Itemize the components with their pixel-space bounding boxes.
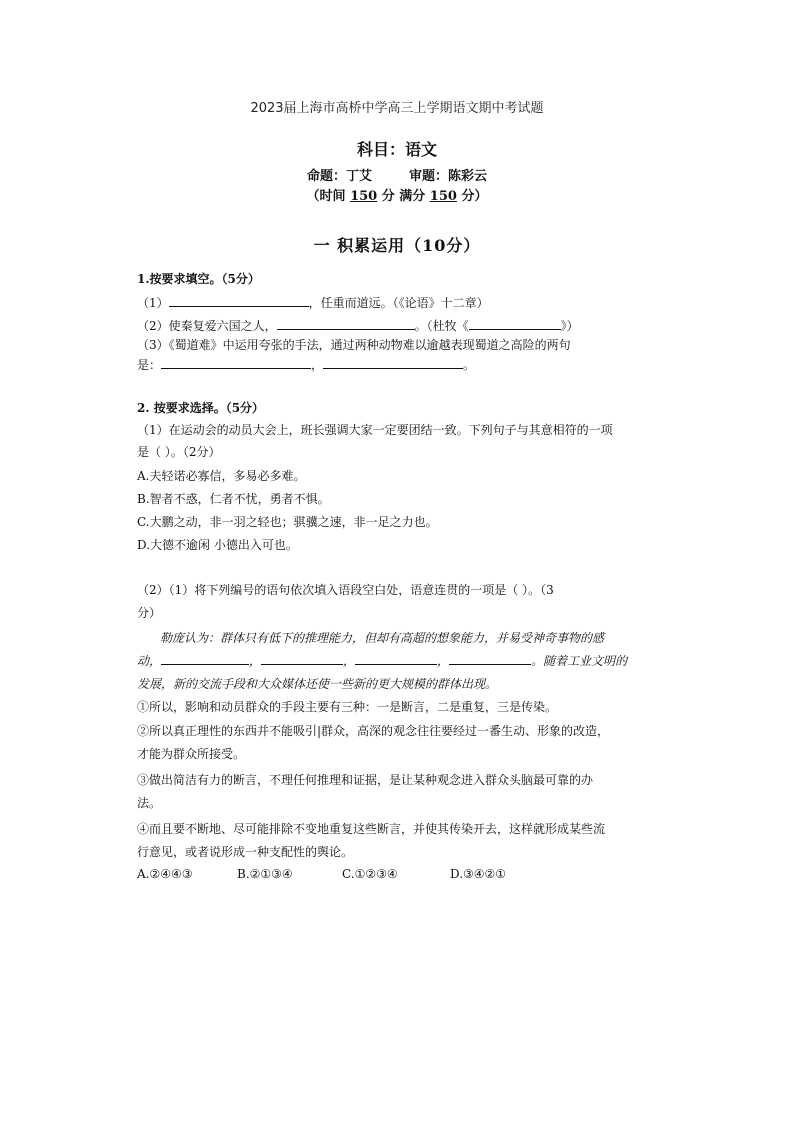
q2-option-d[interactable]: D.大德不逾闲 小德出入可也。 [137, 538, 298, 552]
q3-sentence-2-cont: 才能为群众所接受。 [137, 747, 246, 761]
q1-item3-line1: （3）《蜀道难》中运用夸张的手法，通过两种动物难以逾越表现蜀道之高险的两句 [137, 338, 571, 352]
q1-item2-blank[interactable] [277, 317, 415, 330]
q1-item2-title-blank[interactable] [469, 317, 561, 330]
q2-option-b[interactable]: B.智者不惑，仁者不忧，勇者不惧。 [137, 492, 330, 506]
reviewer-label: 审题：陈彩云 [409, 169, 488, 184]
author-line [0, 165, 794, 184]
q1-item1-prefix: （1） [137, 296, 169, 310]
q1-item3-blank2[interactable] [323, 356, 463, 369]
q3-passage-sep3: ， [437, 654, 450, 668]
q2-title: 2. 按要求选择。（5分） [137, 401, 265, 415]
q1-item2-prefix: （2）使秦复爱六国之人， [137, 319, 277, 333]
q1-item3-prefix: 是： [137, 358, 162, 372]
q3-line2: 分） [137, 606, 162, 620]
q2-option-c[interactable]: C.大鹏之动，非一羽之轻也；骐骥之速，非一足之力也。 [137, 515, 438, 529]
q3-passage-sep1: ， [249, 654, 262, 668]
q1-item3-mid: ， [311, 358, 324, 372]
q1-item3-suffix: 。 [463, 358, 476, 372]
q1-item1-suffix: ，任重而道远。（《论语》十二章） [308, 296, 489, 310]
q3-passage-line1: 勒庞认为：群体只有低下的推理能力，但却有高超的想象能力，并易受神奇事物的感 [160, 631, 605, 645]
q3-line1: （2）（1）将下列编号的语句依次填入语段空白处，语意连贯的一项是（ ）。（3 [137, 583, 554, 597]
q3-choice-a[interactable]: A.②④④③ [137, 867, 193, 881]
q3-passage-blank2[interactable] [261, 652, 343, 665]
q3-sentence-4-cont: 行意见，或者说形成一种支配性的舆论。 [137, 845, 354, 859]
q2-part1-line1: （1）在运动会的动员大会上，班长强调大家一定要团结一致。下列句子与其意相符的一项 [137, 423, 613, 437]
q3-passage-blank3[interactable] [355, 652, 437, 665]
q1-item1-blank[interactable] [169, 294, 309, 307]
q3-choice-b[interactable]: B.②①③④ [237, 867, 293, 881]
q2-option-a[interactable]: A.夫轻诺必寡信，多易必多难。 [137, 469, 306, 483]
q3-passage-suffix: 。随着工业文明的 [531, 654, 628, 668]
q3-sentence-1: ①所以，影响和动员群众的手段主要有三种：一是断言，二是重复，三是传染。 [137, 700, 558, 714]
q1-item2-suffix: 》） [560, 319, 579, 333]
setter-label: 命题：丁艾 [306, 169, 372, 184]
time-info [0, 185, 794, 204]
q1-item3-line2 [137, 356, 475, 373]
q1-item2-mid: 。（杜牧《 [414, 319, 469, 333]
q3-sentence-3: ③做出简洁有力的断言，不理任何推理和证据，是让某种观念进入群众头脑最可靠的办 [137, 773, 594, 787]
time-prefix: （时间 [306, 189, 351, 204]
section-title: 一 积累运用（10分） [313, 236, 481, 255]
time-value: 150 [350, 189, 378, 204]
q3-sentence-4: ④而且要不断地、尽可能排除不变地重复这些断言，并使其传染开去，这样就形成某些流 [137, 822, 606, 836]
q1-item3-blank1[interactable] [161, 356, 311, 369]
q3-passage-sep2: ， [343, 654, 356, 668]
q1-item1 [137, 294, 489, 311]
time-suffix: 分） [456, 189, 488, 204]
q3-choice-c[interactable]: C.①②③④ [342, 867, 398, 881]
q3-passage-prefix: 动， [137, 654, 162, 668]
q3-passage-blank1[interactable] [161, 652, 249, 665]
score-value: 150 [429, 189, 457, 204]
q3-passage-line3: 发展，新的交流手段和大众媒体还使一些新的更大规模的群体出现。 [137, 677, 498, 691]
q3-passage-blank4[interactable] [449, 652, 531, 665]
q3-passage-line2 [137, 652, 627, 669]
q3-sentence-2: ②所以真正理性的东西并不能吸引|群众，高深的观念往往要经过一番生动、形象的改造， [137, 724, 610, 738]
q3-choice-d[interactable]: D.③④②① [450, 867, 507, 881]
time-mid: 分 满分 [377, 189, 430, 204]
q3-sentence-3-cont: 法。 [137, 796, 162, 810]
q2-part1-line2: 是（ ）。（2分） [137, 445, 221, 459]
q1-title: 1.按要求填空。（5分） [137, 272, 260, 286]
document-title: 2023届上海市高桥中学高三上学期语文期中考试题 [250, 101, 544, 116]
q1-item2 [137, 317, 579, 334]
subject-heading: 科目：语文 [356, 140, 437, 159]
